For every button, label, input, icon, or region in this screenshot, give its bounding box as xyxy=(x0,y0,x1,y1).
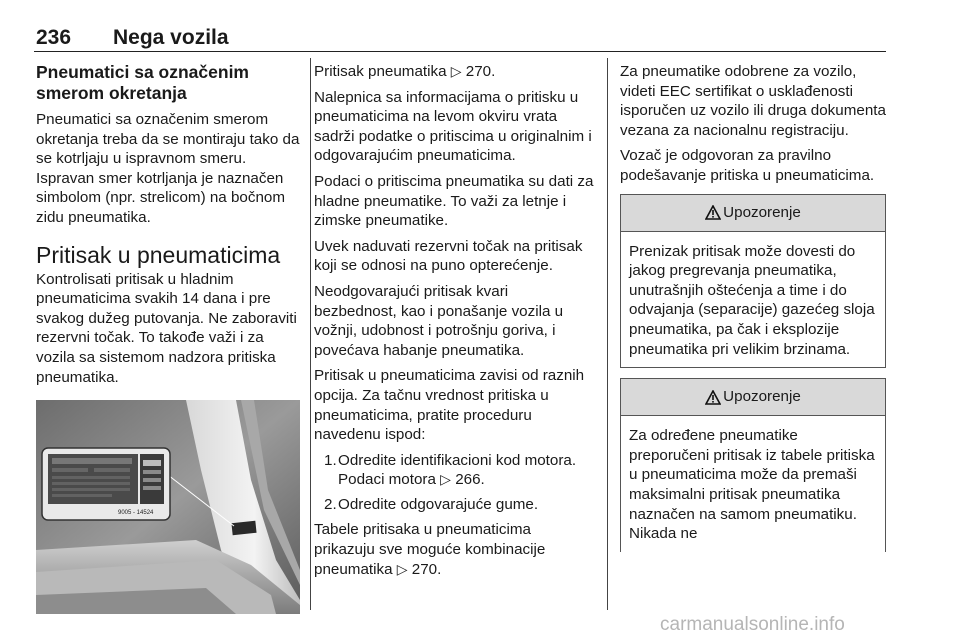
chapter-title: Nega vozila xyxy=(113,26,229,49)
warning-title: Upozorenje xyxy=(723,203,801,221)
paragraph xyxy=(314,62,594,82)
list-item xyxy=(314,495,594,515)
warning-header xyxy=(621,195,885,232)
header-rule xyxy=(34,51,886,52)
page-number: 236 xyxy=(36,26,72,49)
paragraph: Uvek naduvati rezervni točak na pritisak koji se odnosi na puno opterećenje. xyxy=(314,237,583,275)
page-reference[interactable]: 270. xyxy=(411,560,442,578)
warning-text: Prenizak pritisak može dovesti do jakog pregrevanja pneumatika, unutrašnjih oštećenja a time i do odvajanja (separacije) gazećeg sloja pneumatika, pa čak i eksplozije pneumatika pri velikim brzinama. xyxy=(629,242,875,358)
paragraph: Neodgovarajući pritisak kvari bezbednost, kao i ponašanje vozila u vožnji, udobnost i potrošnju goriva, i povećava habanje pneumatika. xyxy=(314,282,564,359)
reference-arrow-icon: ▷ xyxy=(440,471,451,488)
column-divider xyxy=(310,58,311,610)
page-reference[interactable]: 270. xyxy=(465,63,496,80)
warning-box xyxy=(620,194,886,369)
photo-code: 9005 - 14524 xyxy=(118,510,154,517)
warning-triangle-icon xyxy=(705,390,721,405)
list-item xyxy=(314,451,594,490)
tyre-pressure-label-photo xyxy=(36,400,300,614)
column-right xyxy=(620,62,886,562)
warning-box xyxy=(620,378,886,552)
paragraph: Kontrolisati pritisak u hladnim pneumaticima svakih 14 dana i pre svakog dužeg putovanja. Ne zaboraviti rezervni točak. To takođe važi i za vozila sa sistemom nadzora pritiska pneumatika. xyxy=(36,270,297,386)
step-number: 1. xyxy=(324,451,337,469)
warning-triangle-icon xyxy=(705,205,721,220)
paragraph: Podaci o pritiscima pneumatika su dati za hladne pneumatike. To važi za letnje i zimske pneumatike. xyxy=(314,172,594,230)
reference-arrow-icon: ▷ xyxy=(396,560,408,577)
paragraph: Nalepnica sa informacijama o pritisku u pneumaticima na levom okviru vrata sadrži podatke o pritiscima u originalnim i odgovarajućim pneumaticima. xyxy=(314,88,592,165)
paragraph-text: Pritisak pneumatika xyxy=(314,63,447,80)
column-divider xyxy=(607,58,608,610)
reference-arrow-icon: ▷ xyxy=(450,63,462,79)
paragraph-text: Tabele pritisaka u pneumaticima prikazuju sve moguće kombinacije pneumatika xyxy=(314,521,546,578)
procedure-steps xyxy=(314,451,594,515)
warning-header xyxy=(621,379,885,416)
warning-title: Upozorenje xyxy=(723,388,801,406)
column-left xyxy=(36,62,300,614)
column-middle xyxy=(314,62,594,585)
step-text: Odredite odgovarajuće gume. xyxy=(338,495,539,513)
paragraph: Vozač je odgovoran za pravilno podešavanje pritiska u pneumaticima. xyxy=(620,147,875,184)
paragraph: Za pneumatike odobrene za vozilo, videti EEC sertifikat o usklađenosti isporučen uz vozilo ili druga dokumenta vezana za nacionalnu registraciju. xyxy=(620,63,886,139)
paragraph xyxy=(314,520,594,579)
paragraph: Pneumatici sa označenim smerom okretanja treba da se montiraju tako da se kotrljaju u ispravnom smeru. Ispravan smer kotrljanja je naznačen simbolom (npr. strelicom) na bočnom zidu pneumatika. xyxy=(36,111,300,226)
page-reference[interactable]: 266. xyxy=(455,471,485,489)
step-number: 2. xyxy=(324,495,337,513)
warning-text: Za određene pneumatike preporučeni pritisak iz tabele pritiska u pneumaticima može da premaši maksimalni pritisak pneumatika naznačen na samom pneumatiku. Nikada ne xyxy=(629,427,875,543)
subsection-heading: Pneumatici sa označenim smerom okretanja xyxy=(36,62,249,103)
watermark: carmanualsonline.info xyxy=(660,614,845,635)
paragraph: Pritisak u pneumaticima zavisi od raznih opcija. Za tačnu vrednost pritiska u pneumaticima, pratite proceduru navedenu ispod: xyxy=(314,367,585,444)
section-title: Pritisak u pneumaticima xyxy=(36,241,281,268)
step-text: Odredite identifikacioni kod motora. Podaci motora xyxy=(338,451,577,489)
